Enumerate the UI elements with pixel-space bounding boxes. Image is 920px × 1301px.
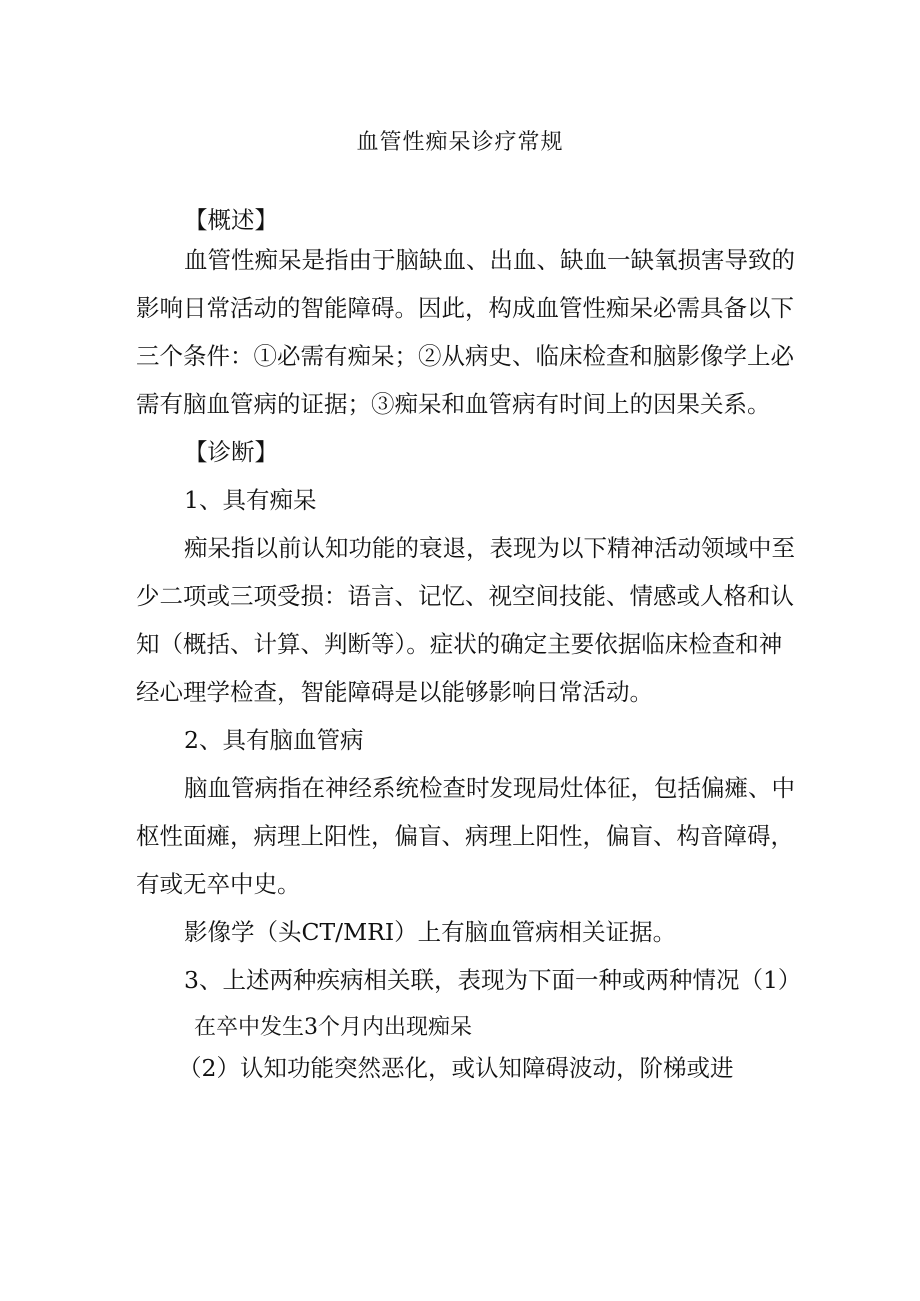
item2-line-2: 枢性面瘫，病理上阳性，偏盲、病理上阳性，偏盲、构音障碍， (136, 822, 794, 850)
item1-line-3: 知（概括、计算、判断等）。症状的确定主要依据临床检查和神 (136, 630, 783, 658)
overview-line-1: 血管性痴呆是指由于脑缺血、出血、缺血一缺氧损害导致的 (184, 246, 795, 274)
item3-line-2: 在卒中发生3个月内出现痴呆 (194, 1015, 472, 1040)
item1-heading: 1、具有痴呆 (184, 486, 317, 514)
item2-heading: 2、具有脑血管病 (184, 726, 364, 754)
document-title: 血管性痴呆诊疗常规 (356, 130, 564, 155)
overview-line-3: 三个条件：①必需有痴呆；②从病史、临床检查和脑影像学上必 (136, 342, 794, 370)
diagnosis-heading: 【诊断】 (184, 438, 278, 466)
overview-line-4: 需有脑血管病的证据；③痴呆和血管病有时间上的因果关系。 (136, 390, 771, 418)
item2-line-3: 有或无卒中史。 (136, 870, 301, 898)
item2-imaging: 影像学（头CT/MRI）上有脑血管病相关证据。 (184, 918, 677, 946)
item3-line-3: （2）认知功能突然恶化，或认知障碍波动，阶梯或进 (178, 1054, 734, 1082)
item1-line-2: 少二项或三项受损：语言、记忆、视空间技能、情感或人格和认 (136, 582, 794, 610)
item1-line-4: 经心理学检查，智能障碍是以能够影响日常活动。 (136, 678, 653, 706)
item2-line-1: 脑血管病指在神经系统检查时发现局灶体征，包括偏瘫、中 (184, 774, 795, 802)
overview-heading: 【概述】 (184, 206, 278, 234)
item3-heading: 3、上述两种疾病相关联，表现为下面一种或两种情况（1） (184, 966, 802, 994)
overview-line-2: 影响日常活动的智能障碍。因此，构成血管性痴呆必需具备以下 (136, 294, 794, 322)
item1-line-1: 痴呆指以前认知功能的衰退，表现为以下精神活动领域中至 (184, 534, 795, 562)
